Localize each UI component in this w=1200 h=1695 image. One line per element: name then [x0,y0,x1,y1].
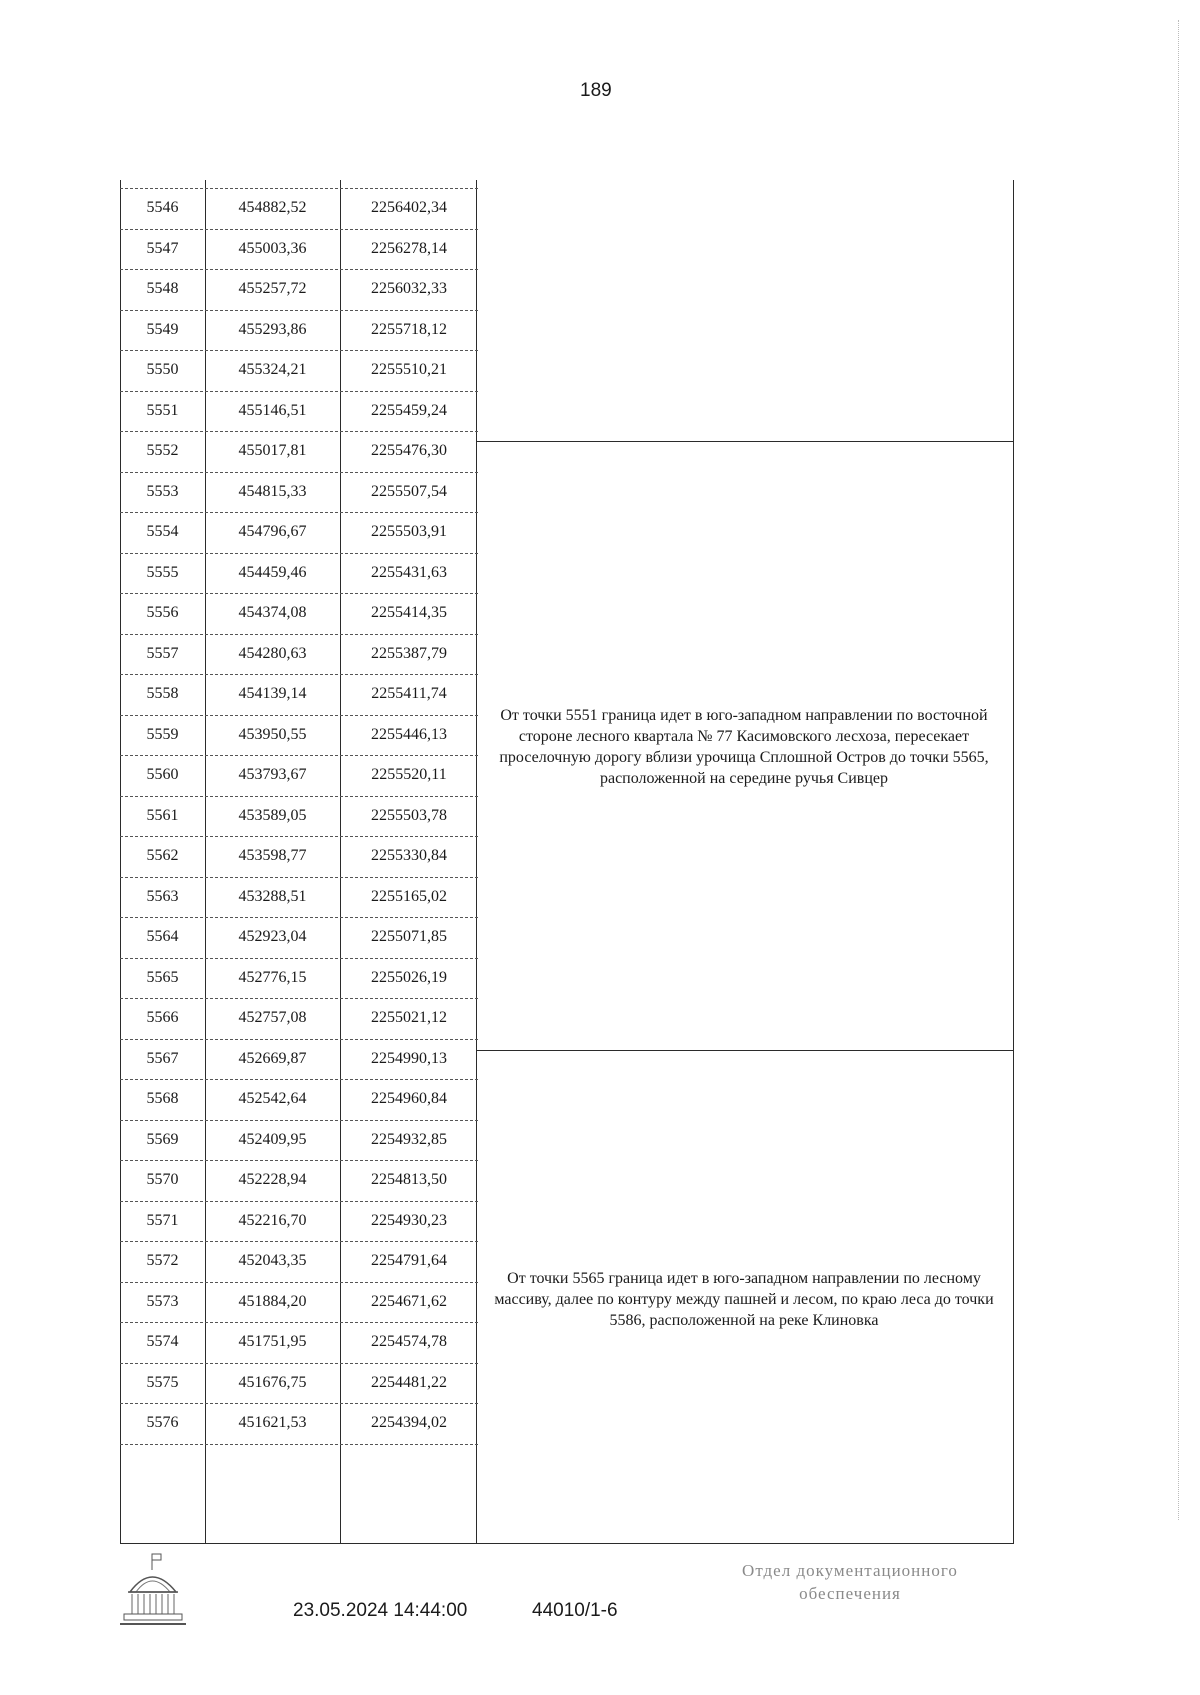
point-number: 5571 [146,1211,179,1229]
coordinates-table [120,180,1015,1544]
table-row [120,1322,478,1363]
description-divider-5551 [476,441,1014,442]
coordinate-y: 2254481,22 [371,1373,447,1391]
point-number: 5553 [146,482,179,500]
point-number: 5570 [146,1171,179,1189]
coordinate-x: 454459,46 [238,563,307,581]
coordinate-x: 455324,21 [238,361,307,379]
coordinate-y: 2255718,12 [371,320,447,338]
coordinate-x: 451751,95 [238,1333,307,1351]
point-number: 5551 [146,401,179,419]
coordinate-y: 2254574,78 [371,1333,447,1351]
coordinate-y: 2255387,79 [371,644,447,662]
coordinate-y: 2255330,84 [371,847,447,865]
coordinate-x: 451621,53 [238,1414,307,1432]
duma-building-logo-icon [118,1552,190,1630]
point-number: 5569 [146,1130,179,1148]
point-number: 5573 [146,1292,179,1310]
segment-description-5565: От точки 5565 граница идет в юго-западном направлении по лесному массиву, далее по контуру между пашней и лесом, по краю леса до точки 5586, расположенной на реке Клиновка [494,1270,994,1329]
scan-margin-marks [1178,20,1193,1520]
coordinate-y: 2255510,21 [371,361,447,379]
stamp-line-2: обеспечения [799,1584,901,1603]
description-divider-5565 [476,1050,1014,1051]
coordinate-x: 452669,87 [238,1049,307,1067]
coordinate-x: 455017,81 [238,442,307,460]
coordinate-y: 2255507,54 [371,482,447,500]
coordinate-x: 452776,15 [238,968,307,986]
coordinate-x: 452043,35 [238,1252,307,1270]
table-row [120,877,478,918]
coordinate-y: 2255503,78 [371,806,447,824]
table-border-right [1013,180,1014,1544]
coordinate-x: 453950,55 [238,725,307,743]
table-row [120,391,478,432]
table-row [120,1201,478,1242]
point-number: 5549 [146,320,179,338]
table-row [120,229,478,270]
point-number: 5568 [146,1090,179,1108]
coordinate-x: 453793,67 [238,766,307,784]
coordinate-y: 2255165,02 [371,887,447,905]
coordinate-y: 2256278,14 [371,239,447,257]
table-row [120,634,478,675]
point-number: 5546 [146,199,179,217]
point-number: 5556 [146,604,179,622]
coordinate-y: 2255446,13 [371,725,447,743]
point-number: 5567 [146,1049,179,1067]
coordinate-x: 453288,51 [238,887,307,905]
table-row [120,188,478,229]
page-number: 189 [580,80,612,101]
table-row [120,472,478,513]
point-number: 5552 [146,442,179,460]
table-row [120,998,478,1039]
coordinate-x: 454815,33 [238,482,307,500]
coordinate-x: 452757,08 [238,1009,307,1027]
coordinate-x: 452409,95 [238,1130,307,1148]
table-row [120,1403,478,1444]
coordinate-y: 2255520,11 [371,766,447,784]
table-row [120,836,478,877]
coordinate-y: 2255411,74 [371,685,447,703]
coordinate-x: 452228,94 [238,1171,307,1189]
table-row [120,674,478,715]
coordinate-x: 455257,72 [238,280,307,298]
coordinate-y: 2254990,13 [371,1049,447,1067]
point-number: 5554 [146,523,179,541]
coordinate-x: 454374,08 [238,604,307,622]
table-row [120,796,478,837]
table-row [120,958,478,999]
point-number: 5562 [146,847,179,865]
point-number: 5564 [146,928,179,946]
department-stamp [700,1559,1000,1605]
table-row [120,917,478,958]
coordinate-x: 451884,20 [238,1292,307,1310]
segment-description-5551: От точки 5551 граница идет в юго-западном направлении по восточной стороне лесного квартала № 77 Касимовского лесхоза, пересекает проселочную дорогу вблизи урочища Сплошной Остров до точки 5565, расположенной на середине ручья Сивцер [499,707,989,787]
point-number: 5563 [146,887,179,905]
coordinate-y: 2254791,64 [371,1252,447,1270]
coordinate-y: 2255021,12 [371,1009,447,1027]
point-number: 5550 [146,361,179,379]
coordinate-y: 2255071,85 [371,928,447,946]
table-row [120,715,478,756]
point-number: 5557 [146,644,179,662]
footer-document-code: 44010/1-6 [532,1600,618,1621]
coordinate-x: 453598,77 [238,847,307,865]
coordinate-x: 454280,63 [238,644,307,662]
coordinate-y: 2254671,62 [371,1292,447,1310]
point-number: 5560 [146,766,179,784]
coordinate-y: 2255476,30 [371,442,447,460]
coordinate-y: 2255431,63 [371,563,447,581]
point-number: 5566 [146,1009,179,1027]
coordinate-y: 2255459,24 [371,401,447,419]
coordinate-y: 2255503,91 [371,523,447,541]
table-row [120,1039,478,1080]
coordinate-x: 455003,36 [238,239,307,257]
table-row [120,310,478,351]
point-number: 5558 [146,685,179,703]
coordinate-y: 2256032,33 [371,280,447,298]
point-number: 5574 [146,1333,179,1351]
coordinate-x: 454882,52 [238,199,307,217]
point-number: 5572 [146,1252,179,1270]
stamp-line-1: Отдел документационного [742,1561,958,1580]
coordinate-y: 2254960,84 [371,1090,447,1108]
point-number: 5561 [146,806,179,824]
table-row [120,1079,478,1120]
table-border-bottom [120,1543,1014,1544]
table-row [120,431,478,472]
coordinate-y: 2256402,34 [371,199,447,217]
coordinate-y: 2254932,85 [371,1130,447,1148]
point-number: 5576 [146,1414,179,1432]
coordinate-x: 453589,05 [238,806,307,824]
table-row [120,1160,478,1201]
table-row [120,593,478,634]
point-number: 5548 [146,280,179,298]
coordinate-x: 454139,14 [238,685,307,703]
point-number: 5575 [146,1373,179,1391]
coordinate-y: 2254394,02 [371,1414,447,1432]
table-row [120,553,478,594]
coordinate-y: 2255026,19 [371,968,447,986]
coordinate-x: 455293,86 [238,320,307,338]
point-number: 5547 [146,239,179,257]
table-row [120,1120,478,1161]
footer-datetime: 23.05.2024 14:44:00 [293,1600,468,1621]
coordinate-x: 452542,64 [238,1090,307,1108]
coordinate-x: 451676,75 [238,1373,307,1391]
table-row [120,512,478,553]
coordinate-x: 452923,04 [238,928,307,946]
point-number: 5559 [146,725,179,743]
point-number: 5565 [146,968,179,986]
coordinate-x: 452216,70 [238,1211,307,1229]
row-separator [120,1444,478,1445]
coordinate-y: 2254930,23 [371,1211,447,1229]
table-row [120,1363,478,1404]
table-row [120,755,478,796]
table-row [120,269,478,310]
coordinate-y: 2254813,50 [371,1171,447,1189]
coordinate-y: 2255414,35 [371,604,447,622]
coordinate-x: 454796,67 [238,523,307,541]
point-number: 5555 [146,563,179,581]
coordinate-x: 455146,51 [238,401,307,419]
table-row [120,1241,478,1282]
table-row [120,1282,478,1323]
table-row [120,350,478,391]
